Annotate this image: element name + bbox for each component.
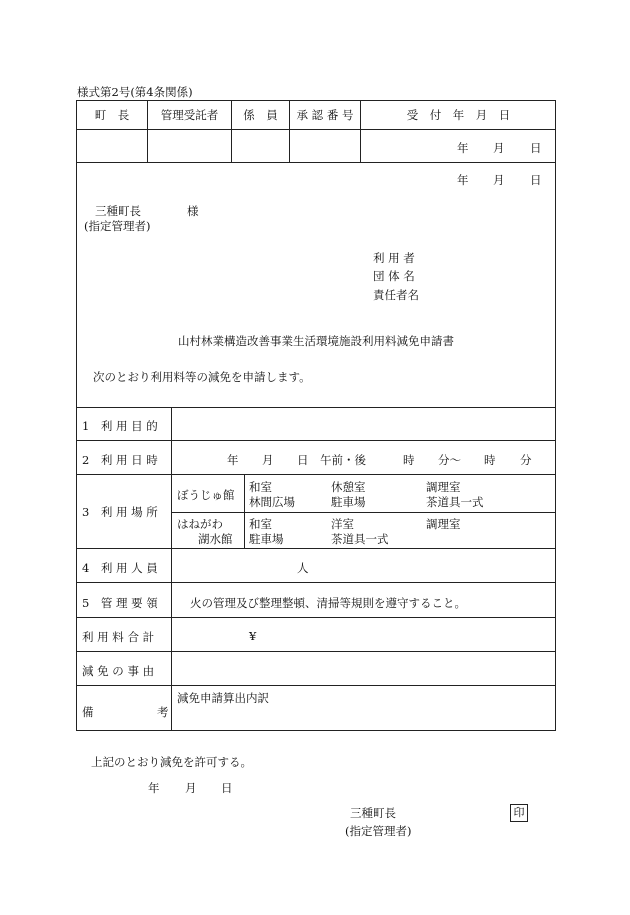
- facility-boujukan: ぼうじゅ館: [177, 488, 235, 502]
- facility1-item: 調理室: [426, 480, 461, 494]
- datetime-year: 年: [227, 453, 239, 467]
- fee-currency: ¥: [249, 629, 257, 643]
- applicant-group-label: 団 体 名: [373, 269, 415, 283]
- purpose-label: 1 利 用 目 的: [82, 419, 158, 433]
- divider: [171, 407, 172, 731]
- people-label: 4 利 用 人 員: [82, 561, 158, 575]
- divider: [171, 512, 556, 513]
- divider: [76, 685, 556, 686]
- header-approval-number: 承 認 番 号: [296, 108, 354, 122]
- divider: [76, 162, 556, 163]
- divider: [76, 407, 556, 408]
- facility2-item: 洋室: [331, 517, 354, 531]
- facility2-item: 茶道具一式: [331, 532, 389, 546]
- received-year: 年: [457, 141, 469, 155]
- applicant-user-label: 利 用 者: [373, 251, 415, 265]
- divider: [76, 651, 556, 652]
- datetime-month: 月: [262, 453, 274, 467]
- header-staff: 係 員: [243, 108, 278, 122]
- approval-day: 日: [221, 781, 233, 795]
- facility-kosuikan: 湖水館: [198, 532, 233, 546]
- header-trustee: 管理受託者: [160, 108, 219, 122]
- fee-label: 利 用 料 合 計: [82, 630, 155, 644]
- rules-label: 5 管 理 要 領: [82, 596, 158, 610]
- intro-text: 次のとおり利用料等の減免を申請します。: [93, 370, 311, 384]
- facility1-item: 茶道具一式: [426, 495, 484, 509]
- divider: [76, 582, 556, 583]
- document-title: 山村林業構造改善事業生活環境施設利用料減免申請書: [178, 334, 454, 348]
- issuer: 三種町長: [350, 806, 396, 820]
- remarks-text: 減免申請算出内訳: [177, 691, 269, 705]
- addressee-honorific: 様: [187, 204, 199, 218]
- approval-month: 月: [185, 781, 197, 795]
- datetime-minute-start: 分〜: [438, 453, 461, 467]
- datetime-minute-end: 分: [520, 453, 532, 467]
- rules-text: 火の管理及び整理整頓、清掃等規則を遵守すること。: [190, 596, 466, 610]
- addressee-sub: (指定管理者): [84, 219, 151, 233]
- datetime-hour-end: 時: [484, 453, 496, 467]
- received-month: 月: [493, 141, 505, 155]
- divider: [76, 440, 556, 441]
- place-label: 3 利 用 場 所: [82, 505, 158, 519]
- applicant-manager-label: 責任者名: [373, 288, 419, 302]
- facility1-item: 和室: [249, 480, 272, 494]
- remarks-label: 考: [157, 705, 169, 719]
- facility2-item: 駐車場: [249, 532, 284, 546]
- datetime-ampm: 午前・後: [320, 453, 366, 467]
- divider: [76, 548, 556, 549]
- issuer-sub: (指定管理者): [345, 824, 412, 838]
- divider: [76, 617, 556, 618]
- reason-label: 減 免 の 事 由: [82, 664, 155, 678]
- datetime-day: 日: [297, 453, 309, 467]
- divider: [76, 474, 556, 475]
- facility1-item: 駐車場: [331, 495, 366, 509]
- approval-year: 年: [148, 781, 160, 795]
- facility2-item: 調理室: [426, 517, 461, 531]
- divider: [244, 474, 245, 548]
- remarks-label: 備: [82, 705, 94, 719]
- datetime-hour-start: 時: [403, 453, 415, 467]
- application-year: 年: [457, 173, 469, 187]
- people-unit: 人: [297, 561, 309, 575]
- received-day: 日: [530, 141, 542, 155]
- facility2-item: 和室: [249, 517, 272, 531]
- divider: [76, 129, 556, 130]
- facility-hanegawa: はねがわ: [177, 517, 223, 531]
- seal-mark: 印: [510, 804, 528, 822]
- header-received-date: 受 付 年 月 日: [406, 108, 511, 122]
- datetime-label: 2 利 用 日 時: [82, 453, 158, 467]
- facility1-item: 林間広場: [249, 495, 295, 509]
- form-number: 様式第2号(第4条関係): [77, 85, 193, 99]
- addressee: 三種町長: [95, 204, 141, 218]
- application-month: 月: [493, 173, 505, 187]
- header-mayor: 町 長: [94, 108, 130, 122]
- approval-statement: 上記のとおり減免を許可する。: [91, 755, 252, 769]
- application-day: 日: [530, 173, 542, 187]
- facility1-item: 休憩室: [331, 480, 366, 494]
